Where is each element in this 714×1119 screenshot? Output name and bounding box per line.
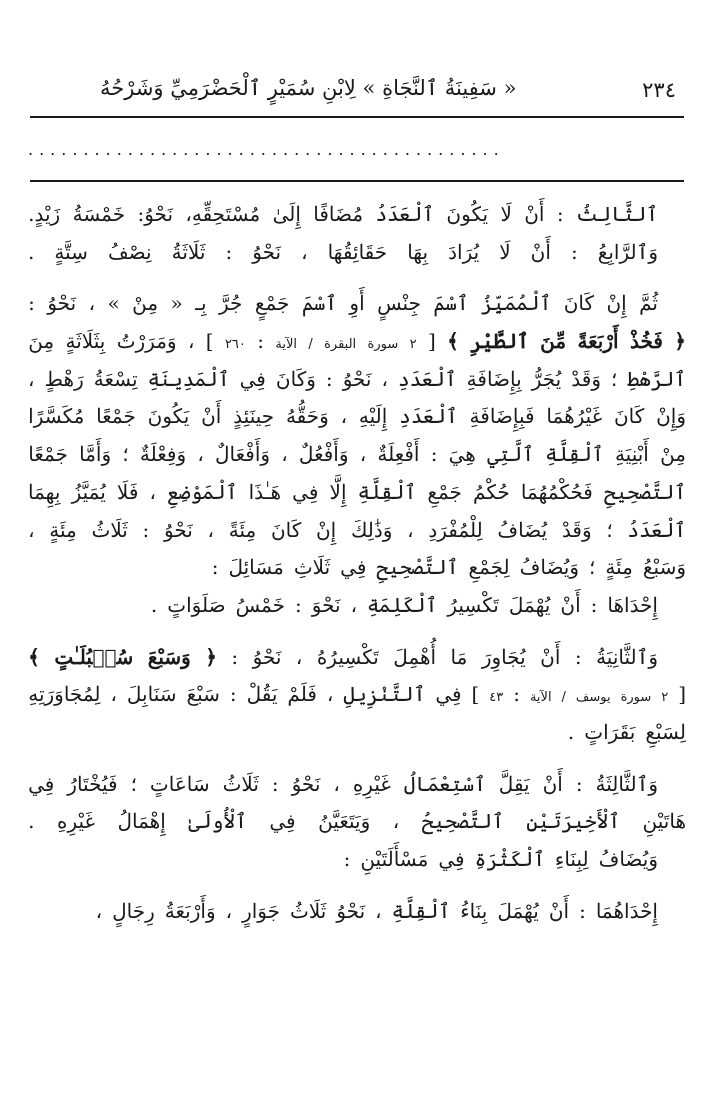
- word: بِهِمَا: [28, 479, 61, 504]
- word: فَيُخْتَارُ: [67, 771, 118, 796]
- word: فِي: [239, 366, 266, 391]
- page-number: ٢٣٤: [642, 78, 676, 102]
- word: ٱلَّتِي: [487, 442, 534, 467]
- word: أَنْ: [548, 898, 570, 923]
- word: إِحْدَاهَا: [607, 592, 658, 617]
- word: يَقِلَّ: [498, 771, 530, 796]
- text-line: [28, 714, 686, 752]
- word: يُضَافُ: [497, 517, 548, 542]
- word: ثَلَاثُ: [222, 771, 259, 796]
- text-line: [28, 285, 686, 323]
- word: مِنْ: [660, 442, 686, 467]
- word: ،: [225, 898, 233, 923]
- word: أَفْعِلَةٌ: [377, 442, 420, 467]
- word: فِي: [28, 771, 55, 796]
- word: ٱسْتِعْمَالُ: [403, 771, 486, 796]
- word: ،: [326, 682, 334, 707]
- word: مِئَةٍ: [605, 555, 633, 580]
- word: «: [170, 291, 183, 316]
- word: ٱلتَّصْحِيحُ: [421, 809, 504, 834]
- word: :: [271, 771, 279, 796]
- text-line: [28, 803, 686, 841]
- word: هِيَ: [448, 442, 476, 467]
- word: يَكُونَ: [446, 202, 489, 226]
- word: الآية: [529, 690, 552, 706]
- word: كَانَ: [563, 291, 595, 316]
- word: ٱلثَّالِثُ: [575, 202, 658, 226]
- word: فَخُذْ: [629, 329, 663, 354]
- word: أَنْ: [201, 404, 222, 429]
- word: البقرة: [324, 337, 357, 353]
- word: ،: [359, 442, 367, 467]
- word: :: [225, 239, 233, 264]
- word: ]: [471, 682, 480, 707]
- word: ٱلرَّهْطِ: [627, 366, 686, 391]
- word: مُكَسَّرًا: [28, 404, 85, 429]
- word: :: [231, 644, 239, 669]
- word: تَكْسِيرُهُ: [316, 644, 379, 669]
- word: هَـٰذَا: [248, 479, 282, 504]
- word: ؛: [589, 555, 596, 580]
- word: أَنْ: [542, 771, 563, 796]
- word: تِسْعَةُ: [93, 366, 138, 391]
- word: وَٱلثَّالِثَةُ: [595, 771, 658, 796]
- text-line: [28, 474, 686, 512]
- word: لَا: [499, 239, 511, 264]
- word: بِثَلَاثَةٍ: [65, 329, 106, 354]
- word: ،: [375, 898, 382, 923]
- word: ؛: [130, 771, 137, 796]
- word: وَأَفْعَالٌ: [214, 442, 271, 467]
- word: ٱلْعَدَدِ: [398, 366, 457, 391]
- text-line: [28, 398, 686, 436]
- word: الآية: [275, 337, 297, 353]
- word: ٱلطَّيْرِ: [470, 329, 529, 354]
- word: كَانَ: [613, 404, 645, 429]
- word: ٱلْأُولَىٰ: [188, 809, 247, 834]
- word: سِتَّةٍ: [54, 239, 88, 264]
- word: ثَلَاثُ: [290, 898, 327, 923]
- word: ٱلْعَدَدُ: [627, 517, 686, 542]
- text-line: [28, 841, 686, 879]
- word: خَمْسُ: [235, 592, 285, 617]
- word: فَحُكْمُهُمَا: [520, 479, 593, 504]
- word: ،: [28, 366, 35, 391]
- word: ﴾: [447, 329, 459, 354]
- word: ،: [301, 239, 308, 264]
- word: إِلَيْهِ: [358, 404, 388, 429]
- word: ،: [95, 898, 103, 923]
- word: ،: [207, 517, 215, 542]
- word: سَاعَاتٍ: [149, 771, 210, 796]
- word: فِي: [438, 847, 465, 871]
- word: فَبِإِضَافَةِ: [469, 404, 535, 429]
- word: ،: [197, 442, 204, 467]
- word: :: [575, 771, 583, 796]
- word: .: [28, 239, 35, 264]
- word: :: [570, 239, 578, 264]
- running-head: [30, 72, 684, 108]
- word: :: [28, 291, 35, 316]
- word: وَسَبْعُ: [642, 555, 686, 580]
- text-line: [28, 639, 686, 677]
- word: لِجَمْعِ: [468, 555, 510, 580]
- word: :: [556, 202, 564, 226]
- word: :: [295, 592, 302, 617]
- word: ٱلْعَدَدُ: [375, 202, 435, 226]
- word: مَسَائِلَ: [228, 555, 284, 580]
- word: ؛: [606, 517, 613, 542]
- word: حِينَئِذٍ: [233, 404, 275, 429]
- word: جَمْعًا: [28, 442, 68, 467]
- word: وَفِعْلَةٌ: [139, 442, 187, 467]
- word: »: [107, 291, 120, 316]
- text-line: [28, 361, 686, 399]
- word: ٱلتَّصْحِيحِ: [603, 479, 686, 504]
- word: ٱلْقِلَّةِ: [357, 479, 417, 504]
- word: أَرْبَعَةً: [577, 329, 619, 354]
- word: تَكْسِيرُ: [447, 592, 499, 617]
- word: أَنْ: [524, 202, 545, 226]
- word: يُمَيَّزُ: [71, 479, 106, 504]
- word: ٱلْكَثْرَةِ: [474, 847, 545, 871]
- text-line: [28, 323, 686, 361]
- word: مَسْأَلَتَيْنِ: [360, 847, 429, 871]
- word: ٱلْقِلَّةِ: [391, 898, 451, 923]
- word: ثَلَاثُ: [91, 517, 128, 542]
- word: إِلَّا: [329, 479, 347, 504]
- word: وَإِنْ: [656, 404, 686, 429]
- word: فَلَا: [116, 479, 139, 504]
- word: إِهْمَالُ: [117, 809, 166, 834]
- word: ،: [350, 592, 358, 617]
- word: :: [325, 366, 333, 391]
- word: مِئَةٍ: [49, 517, 77, 542]
- word: ٱلْمَدِينَةِ: [147, 366, 230, 391]
- word: أَنْ: [540, 644, 561, 669]
- word: يُهْمَلَ: [508, 592, 551, 617]
- word: ﴿: [674, 329, 686, 354]
- word: نِصْفُ: [107, 239, 152, 264]
- word: مِنَ: [28, 329, 55, 354]
- word: ،: [149, 479, 157, 504]
- word: يُجَرُّ: [531, 366, 562, 391]
- text-line: [28, 436, 686, 474]
- word: وَٱلرَّابِعُ: [597, 239, 658, 264]
- word: نَحْوُ: [164, 517, 193, 542]
- text-line: [28, 766, 686, 804]
- word: جِنْسٍ: [377, 291, 421, 316]
- ellipsis-dots: ...........................................: [28, 140, 505, 159]
- word: كَانَ: [270, 517, 302, 542]
- word: نَحْوَ: [311, 592, 341, 617]
- word: :: [257, 329, 265, 354]
- word: يوسف: [575, 690, 611, 706]
- word: :: [229, 682, 237, 707]
- word: ٱسْمَ: [433, 291, 469, 316]
- word: :: [513, 682, 520, 707]
- word: فَلَمْ: [287, 682, 317, 707]
- word: ،: [407, 517, 414, 542]
- word: ،: [392, 809, 400, 834]
- word: سورة: [620, 690, 652, 706]
- text-line: [28, 587, 686, 625]
- word: خَمْسَةُ: [72, 202, 126, 226]
- word: نَحْوُ: [336, 898, 366, 923]
- word: وَٱلثَّانِيَةُ: [596, 644, 658, 669]
- word: وَذَٰلِكَ: [350, 517, 393, 542]
- text-line: [28, 676, 686, 714]
- word: /: [561, 690, 566, 706]
- word: :: [590, 592, 598, 617]
- word: فِي: [292, 479, 319, 504]
- word: نَحْوُ: [252, 644, 282, 669]
- word: مُضَافًا: [313, 202, 364, 226]
- word: ،: [381, 366, 388, 391]
- word: سُنۢبُلَـٰتٍ: [54, 644, 134, 669]
- word: جُرَّ: [219, 291, 243, 316]
- word: بِـ: [195, 291, 207, 316]
- word: هَاتَيْنِ: [642, 809, 686, 834]
- word: نَحْوُ: [342, 366, 372, 391]
- word: ]: [205, 329, 214, 354]
- word: سَبْعَ: [186, 682, 220, 707]
- word: رَهْطٍ: [44, 366, 84, 391]
- text-line: [28, 549, 686, 587]
- word: وَيَتَعَيَّنُ: [318, 809, 371, 834]
- word: نَحْوُ: [47, 291, 77, 316]
- text-line: [28, 893, 686, 931]
- word: سَنَابِلَ: [126, 682, 177, 707]
- word: أَوِ: [349, 291, 365, 316]
- running-title: « سَفِينَةُ ٱلنَّجَاةِ » لِابْنِ سُمَيْرٍ ٱلْحَضْرَمِيِّ وَشَرْحُهُ: [100, 76, 517, 100]
- word: وَيُضَافُ: [598, 847, 658, 871]
- word: يَقُلْ: [246, 682, 278, 707]
- word: ؛: [122, 442, 129, 467]
- word: نَحْوُ: [252, 239, 282, 264]
- word: وَقَدْ: [561, 517, 592, 542]
- word: صَلَوَاتٍ: [167, 592, 226, 617]
- word: وَمَرَرْتُ: [116, 329, 177, 354]
- word: ،: [187, 329, 195, 354]
- word: مِنْ: [132, 291, 159, 316]
- word: :: [211, 555, 219, 580]
- word: رِجَالٍ: [112, 898, 155, 923]
- word: /: [308, 337, 313, 353]
- word: غَيْرِهِ: [352, 771, 391, 796]
- word: إِحْدَاهُمَا: [595, 898, 658, 923]
- word: جَمْعٍ: [254, 291, 290, 316]
- word: وَكَانَ: [275, 366, 316, 391]
- word: أَبْنِيَةِ: [614, 442, 649, 467]
- word: مَا: [450, 644, 468, 669]
- word: جَوَارٍ: [242, 898, 280, 923]
- word: ٱلْعَدَدِ: [399, 404, 458, 429]
- word: بِإِضَافَةِ: [466, 366, 522, 391]
- word: بِهَا: [407, 239, 429, 264]
- word: ،: [28, 517, 35, 542]
- word: فِي: [269, 809, 296, 834]
- word: وَسَبْعَ: [147, 644, 191, 669]
- word: سورة: [367, 337, 399, 353]
- word: ٢: [661, 690, 669, 706]
- word: ؛: [611, 366, 618, 391]
- word: ٱلْكَلِمَةِ: [367, 592, 438, 617]
- word: يُجَاوِرَ: [481, 644, 526, 669]
- word: :: [343, 847, 351, 871]
- word: ﴾: [28, 644, 40, 669]
- word: نَحْوُ: [291, 771, 321, 796]
- word: :: [142, 517, 150, 542]
- word: ٱلْقِلَّةِ: [545, 442, 604, 467]
- word: مِّنَ: [540, 329, 567, 354]
- word: نَحْوُ:: [137, 202, 174, 226]
- word: ٤٣: [489, 690, 504, 706]
- word: وَأَرْبَعَةُ: [164, 898, 216, 923]
- word: فِي: [340, 555, 367, 580]
- word: إِنْ: [606, 291, 627, 316]
- word: فِي: [435, 682, 462, 707]
- text-line: [28, 234, 686, 272]
- text-line: [28, 196, 686, 234]
- word: ﴿: [205, 644, 217, 669]
- word: ،: [110, 682, 117, 707]
- word: ثَلَاثِ: [293, 555, 331, 580]
- word: مِئَةً: [228, 517, 257, 542]
- word: إِنْ: [315, 517, 337, 542]
- word: غَيْرُهُمَا: [546, 404, 603, 429]
- word: :: [574, 644, 582, 669]
- word: ٢: [409, 337, 417, 353]
- word: جَمْعِ: [427, 479, 462, 504]
- word: مُسْتَحِقِّهِ،: [185, 202, 261, 226]
- word: يُرَادَ: [448, 239, 480, 264]
- word: ٱلتَّنْزِيلِ: [343, 682, 426, 707]
- word: ٱلْمَوْضِعِ: [167, 479, 238, 504]
- word: لِلْمُفْرَدِ: [428, 517, 483, 542]
- word: غَيْرِهِ: [56, 809, 95, 834]
- word: لَا: [500, 202, 512, 226]
- word: [: [427, 329, 436, 354]
- word: يَكُونَ: [147, 404, 190, 429]
- word: :: [579, 898, 586, 923]
- word: ،: [88, 291, 96, 316]
- word: ٱسْمَ: [301, 291, 337, 316]
- word: :: [430, 442, 438, 467]
- word: ،: [333, 771, 340, 796]
- word: ثَلَاثَةُ: [171, 239, 206, 264]
- word: وَأَمَّا: [79, 442, 112, 467]
- word: أَنْ: [530, 239, 551, 264]
- word: وَقَدْ: [571, 366, 601, 391]
- word: لِبِنَاءِ: [554, 847, 589, 871]
- word: ٱلْمُمَيِّزُ: [480, 291, 552, 316]
- word: ،: [281, 442, 288, 467]
- word: أُهْمِلَ: [393, 644, 437, 669]
- word: ،: [340, 404, 348, 429]
- word: ٱلْأَخِيرَتَيْنِ: [526, 809, 621, 834]
- word: ٱلتَّصْحِيحِ: [376, 555, 459, 580]
- word: جَمْعًا: [96, 404, 136, 429]
- text-line: [28, 512, 686, 550]
- word: ثُمَّ: [639, 291, 658, 316]
- word: .: [28, 809, 35, 834]
- word: لِسَبْعِ: [645, 719, 686, 744]
- word: بَقَرَاتٍ: [584, 719, 636, 744]
- word: .: [150, 592, 158, 617]
- word: حُكْمُ: [473, 479, 510, 504]
- word: وَحَقُّهُ: [285, 404, 329, 429]
- word: إِلَىٰ: [272, 202, 301, 226]
- word: [: [678, 682, 686, 707]
- body-text: [28, 196, 686, 930]
- word: .: [567, 719, 575, 744]
- word: وَيُضَافُ: [519, 555, 580, 580]
- word: ،: [295, 644, 303, 669]
- word: زَيْدٍ.: [28, 202, 61, 226]
- word: لِمُجَاوَرَتِهِ: [28, 682, 101, 707]
- section-rule: [30, 180, 684, 182]
- header-rule: [30, 116, 684, 118]
- word: ٢٦٠: [224, 337, 246, 353]
- word: وَأَفْعُلٌ: [298, 442, 349, 467]
- word: بِنَاءُ: [460, 898, 488, 923]
- word: أَنْ: [560, 592, 581, 617]
- word: يُهْمَلَ: [497, 898, 539, 923]
- word: حَقَائِقُهَا: [327, 239, 388, 264]
